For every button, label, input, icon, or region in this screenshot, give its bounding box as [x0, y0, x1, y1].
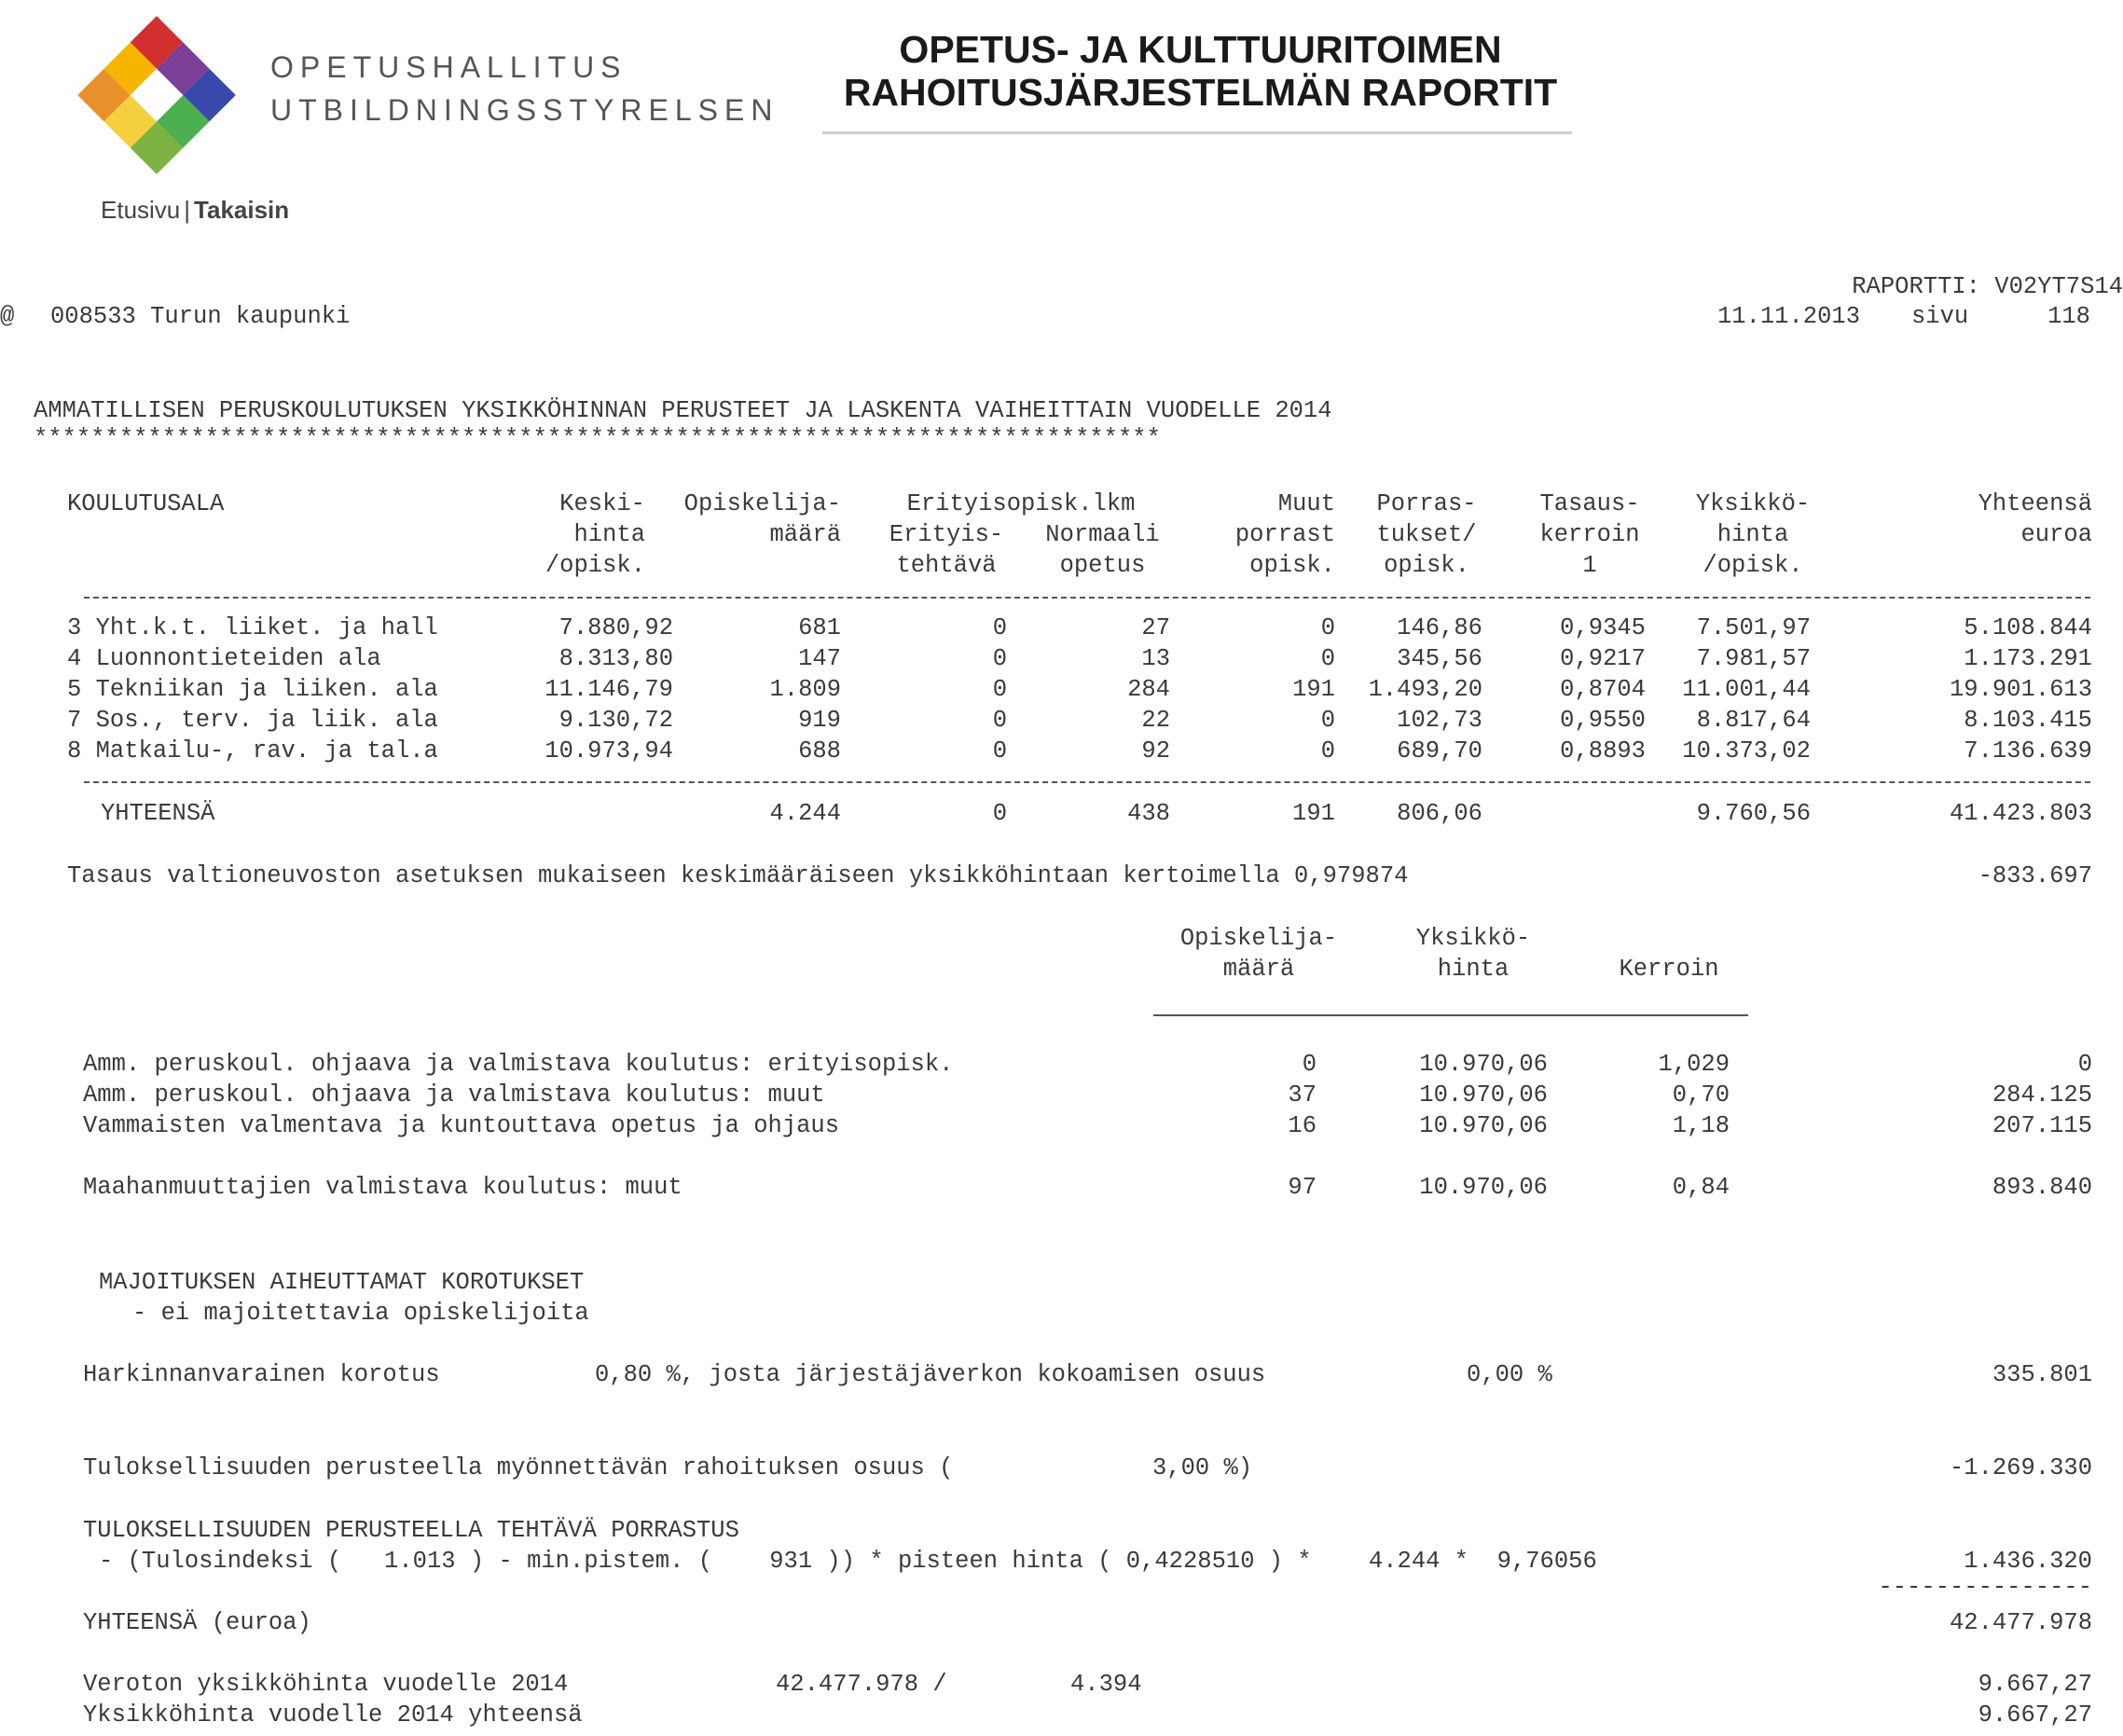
cell-yksikkohinta: 7.501,97 — [1696, 614, 1811, 641]
cell-koulutusala: 5 Tekniikan ja liiken. ala — [67, 676, 438, 703]
veroton-divisor: 4.394 — [1070, 1671, 1142, 1698]
cell-opiskelijamaara: 688 — [798, 737, 841, 765]
page-label: sivu — [1911, 303, 1969, 330]
sub-cell-yksikkohinta: 10.970,06 — [1419, 1174, 1548, 1201]
col-header-muut-porrast: Muut porrast opisk. — [1234, 490, 1335, 579]
cell-opiskelijamaara: 1.809 — [769, 676, 841, 703]
porrastus-formula: - (Tulosindeksi ( 1.013 ) - min.pistem. ( 931 )) * pisteen hinta ( 0,4228510 ) * 4.244 * 9,76056 — [99, 1548, 1597, 1575]
sub-cell-yhteensa: 0 — [2077, 1051, 2092, 1078]
cell-tasauskerroin: 0,8704 — [1560, 676, 1646, 703]
col-header-erityistehtava: Erityis- tehtävä — [889, 521, 1004, 579]
report-date: 11.11.2013 — [1716, 303, 1860, 330]
sub-cell-yksikkohinta: 10.970,06 — [1419, 1112, 1548, 1139]
col-header-yhteensa: Yhteensä euroa — [1978, 490, 2092, 548]
sub-cell-opiskelijamaara: 16 — [1288, 1112, 1317, 1139]
tulos-pct: 3,00 %) — [1152, 1454, 1253, 1481]
page-title-line-2: RAHOITUSJÄRJESTELMÄN RAPORTIT — [843, 71, 1558, 114]
nav-link-takaisin[interactable]: Takaisin — [194, 196, 290, 224]
col-header-koulutusala: KOULUTUSALA — [67, 490, 225, 517]
cell-keskihinta: 7.880,92 — [558, 614, 673, 641]
cell-koulutusala: 7 Sos., terv. ja liik. ala — [67, 707, 438, 734]
cell-yhteensa: 8.103.415 — [1964, 707, 2092, 734]
tasaus-value: -833.697 — [1978, 862, 2092, 889]
cell-erityistehtava: 0 — [992, 707, 1007, 734]
sub-cell-kerroin: 0,84 — [1672, 1174, 1730, 1201]
sub-cell-opiskelijamaara: 97 — [1288, 1174, 1317, 1201]
sub-cell-label: Amm. peruskoul. ohjaava ja valmistava koulutus: muut — [83, 1082, 825, 1109]
cell-tasauskerroin: 0,9345 — [1560, 614, 1646, 641]
porrastus-value: 1.436.320 — [1964, 1548, 2092, 1575]
cell-koulutusala: 4 Luonnontieteiden ala — [67, 645, 381, 672]
cell-yksikkohinta: 10.373,02 — [1682, 737, 1811, 765]
cell-muut-porrast: 0 — [1320, 645, 1335, 672]
cell-tasauskerroin: 0,8893 — [1560, 737, 1646, 765]
report-main-title: AMMATILLISEN PERUSKOULUTUKSEN YKSIKKÖHINNAN PERUSTEET JA LASKENTA VAIHEITTAIN VUODELLE 2014 — [34, 397, 1332, 424]
total-yksikkohinta: 9.760,56 — [1696, 800, 1811, 827]
cell-keskihinta: 11.146,79 — [545, 676, 673, 703]
total-label: YHTEENSÄ — [101, 800, 215, 827]
cell-erityistehtava: 0 — [992, 737, 1007, 765]
opetushallitus-logo — [73, 11, 241, 179]
sub-cell-yhteensa: 893.840 — [1992, 1174, 2092, 1201]
sub-cell-opiskelijamaara: 0 — [1302, 1051, 1317, 1078]
page-number: 118 — [2047, 303, 2090, 330]
sub-cell-opiskelijamaara: 37 — [1288, 1082, 1317, 1109]
veroton-value: 9.667,27 — [1978, 1671, 2092, 1698]
col-header-keskihinta: Keski- hinta /opisk. — [545, 490, 645, 579]
total-normaali-opetus: 438 — [1127, 800, 1170, 827]
yksikkohinta-yhteensa-label: Yksikköhinta vuodelle 2014 yhteensä — [83, 1702, 583, 1729]
sub-cell-kerroin: 0,70 — [1672, 1082, 1730, 1109]
logo-text-fi: OPETUSHALLITUS — [270, 50, 627, 84]
cell-normaali-opetus: 13 — [1141, 645, 1170, 672]
cell-keskihinta: 10.973,94 — [545, 737, 673, 765]
porrastus-title: TULOKSELLISUUDEN PERUSTEELLA TEHTÄVÄ PORRASTUS — [83, 1517, 739, 1544]
veroton-calc: 42.477.978 / — [776, 1671, 947, 1698]
cell-normaali-opetus: 27 — [1141, 614, 1170, 641]
sub-cell-label: Vammaisten valmentava ja kuntouttava opetus ja ohjaus — [83, 1112, 840, 1139]
sub-header-underline — [1153, 1014, 1748, 1016]
sub-cell-yksikkohinta: 10.970,06 — [1419, 1082, 1548, 1109]
harkinta-pct: 0,80 %, josta järjestäjäverkon kokoamisen osuus — [595, 1361, 1266, 1388]
col-header-yksikkohinta: Yksikkö- hinta /opisk. — [1695, 490, 1811, 579]
cell-muut-porrast: 0 — [1320, 737, 1335, 765]
cell-porrastukset: 146,86 — [1397, 614, 1482, 641]
report-code: RAPORTTI: V02YT7S14 — [1852, 273, 2123, 300]
sub-cell-kerroin: 1,18 — [1672, 1112, 1730, 1139]
cell-koulutusala: 3 Yht.k.t. liiket. ja hall — [67, 614, 438, 641]
col-header-porrastukset: Porras- tukset/ opisk. — [1376, 490, 1477, 579]
col-header-opiskelijamaara: Opiskelija- määrä — [683, 490, 841, 548]
sub-cell-yhteensa: 207.115 — [1992, 1112, 2092, 1139]
cell-muut-porrast: 0 — [1320, 614, 1335, 641]
total-porrastukset: 806,06 — [1397, 800, 1482, 827]
majoitus-title: MAJOITUKSEN AIHEUTTAMAT KOROTUKSET — [99, 1269, 585, 1296]
title-divider — [822, 131, 1572, 134]
cell-opiskelijamaara: 147 — [798, 645, 841, 672]
cell-erityistehtava: 0 — [992, 676, 1007, 703]
nav-link-etusivu[interactable]: Etusivu — [101, 196, 181, 224]
cell-tasauskerroin: 0,9550 — [1560, 707, 1646, 734]
cell-yksikkohinta: 11.001,44 — [1682, 676, 1811, 703]
page-title — [797, 28, 1604, 114]
cell-yhteensa: 1.173.291 — [1964, 645, 2092, 672]
majoitus-note: - ei majoitettavia opiskelijoita — [132, 1300, 589, 1327]
organization-name: 008533 Turun kaupunki — [50, 303, 351, 330]
harkinta-value: 335.801 — [1992, 1361, 2092, 1388]
cell-porrastukset: 689,70 — [1397, 737, 1482, 765]
cell-keskihinta: 9.130,72 — [558, 707, 673, 734]
cell-yhteensa: 19.901.613 — [1949, 676, 2092, 703]
total-muut-porrast: 191 — [1292, 800, 1335, 827]
sub-header-opiskelijamaara: Opiskelija- määrä — [1179, 925, 1338, 983]
table-divider-bottom — [84, 781, 2090, 783]
nav-separator: | — [184, 196, 191, 224]
col-header-normaali-opetus: Normaali opetus — [1045, 521, 1160, 579]
harkinta-pct2: 0,00 % — [1467, 1361, 1552, 1388]
tulos-value: -1.269.330 — [1949, 1454, 2092, 1481]
sub-cell-yhteensa: 284.125 — [1992, 1082, 2092, 1109]
tulos-label: Tuloksellisuuden perusteella myönnettävän rahoituksen osuus ( — [83, 1454, 954, 1481]
yksikkohinta-yhteensa-value: 9.667,27 — [1978, 1702, 2092, 1729]
total-erityistehtava: 0 — [992, 800, 1007, 827]
total-opiskelijamaara: 4.244 — [769, 800, 841, 827]
cell-erityistehtava: 0 — [992, 614, 1007, 641]
logo-text-sv: UTBILDNINGSSTYRELSEN — [270, 93, 779, 127]
cell-opiskelijamaara: 681 — [798, 614, 841, 641]
cell-yksikkohinta: 7.981,57 — [1696, 645, 1811, 672]
col-header-erityisopisk-group: Erityisopisk.lkm — [906, 490, 1136, 517]
yhteensa-euroa-label: YHTEENSÄ (euroa) — [83, 1609, 311, 1636]
cell-normaali-opetus: 22 — [1141, 707, 1170, 734]
sub-header-yksikkohinta: Yksikkö- hinta — [1415, 925, 1531, 983]
title-underline-stars: ******************************************************************************* — [34, 425, 1161, 452]
cell-porrastukset: 345,56 — [1397, 645, 1482, 672]
total-yhteensa: 41.423.803 — [1949, 800, 2092, 827]
cell-muut-porrast: 191 — [1292, 676, 1335, 703]
yhteensa-euroa-value: 42.477.978 — [1949, 1609, 2092, 1636]
cell-porrastukset: 102,73 — [1397, 707, 1482, 734]
cell-koulutusala: 8 Matkailu-, rav. ja tal.a — [67, 737, 438, 765]
sub-header-kerroin: Kerroin — [1619, 956, 1719, 983]
cell-opiskelijamaara: 919 — [798, 707, 841, 734]
cell-porrastukset: 1.493,20 — [1368, 676, 1482, 703]
sub-cell-kerroin: 1,029 — [1658, 1051, 1730, 1078]
cell-tasauskerroin: 0,9217 — [1560, 645, 1646, 672]
table-divider-top — [84, 597, 2090, 599]
sub-cell-label: Amm. peruskoul. ohjaava ja valmistava koulutus: erityisopisk. — [83, 1051, 954, 1078]
cell-keskihinta: 8.313,80 — [558, 645, 673, 672]
sum-divider: --------------- — [1878, 1574, 2092, 1601]
sub-cell-yksikkohinta: 10.970,06 — [1419, 1051, 1548, 1078]
breadcrumb — [101, 196, 289, 225]
col-header-tasauskerroin: Tasaus- kerroin 1 — [1539, 490, 1640, 579]
harkinta-label: Harkinnanvarainen korotus — [83, 1361, 440, 1388]
cell-erityistehtava: 0 — [992, 645, 1007, 672]
tasaus-text: Tasaus valtioneuvoston asetuksen mukaiseen keskimääräiseen yksikköhintaan kertoimella 0,979874 — [67, 862, 1409, 889]
cell-muut-porrast: 0 — [1320, 707, 1335, 734]
sub-cell-label: Maahanmuuttajien valmistava koulutus: muut — [83, 1174, 682, 1201]
veroton-label: Veroton yksikköhinta vuodelle 2014 — [83, 1671, 569, 1698]
page-title-line-1: OPETUS- JA KULTTUURITOIMEN — [899, 28, 1502, 71]
cell-yhteensa: 5.108.844 — [1964, 614, 2092, 641]
cell-yksikkohinta: 8.817,64 — [1696, 707, 1811, 734]
cell-normaali-opetus: 92 — [1141, 737, 1170, 765]
at-sign: @ — [0, 303, 15, 330]
cell-yhteensa: 7.136.639 — [1964, 737, 2092, 765]
cell-normaali-opetus: 284 — [1127, 676, 1170, 703]
